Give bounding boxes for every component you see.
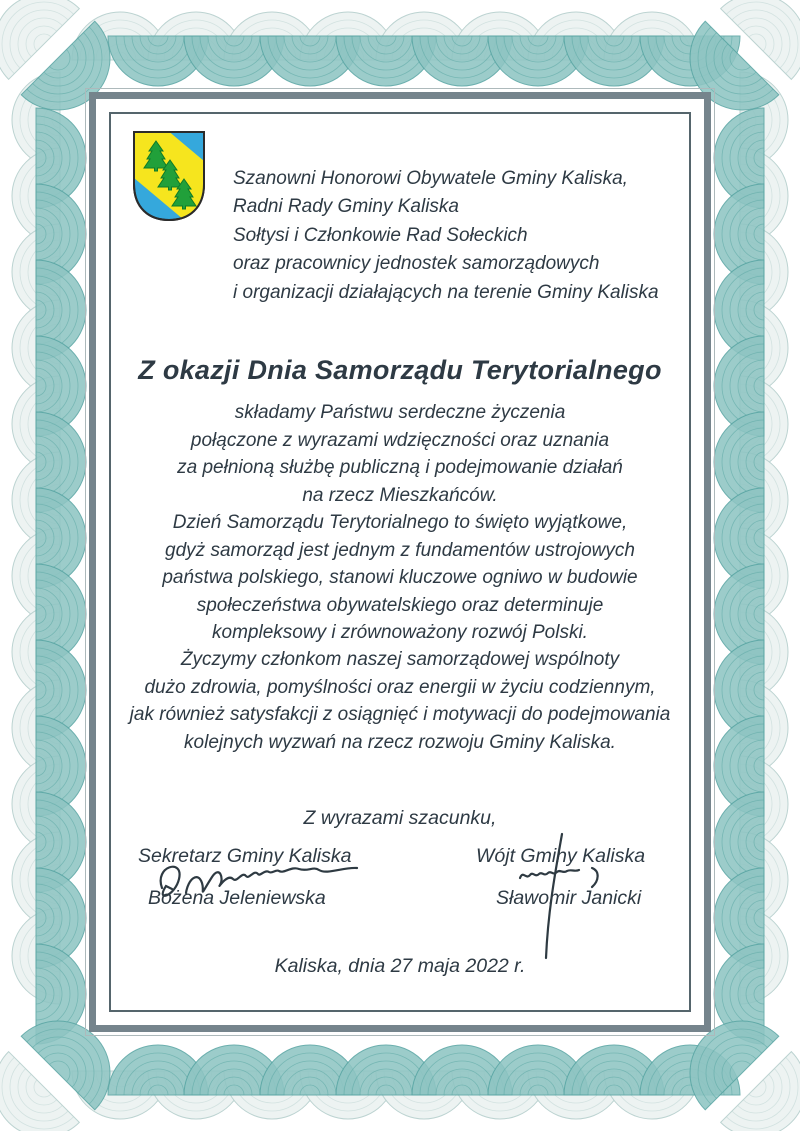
page-title: Z okazji Dnia Samorządu Terytorialnego: [138, 355, 662, 385]
certificate-content: [112, 115, 688, 1015]
signature-name-secretary: Bożena Jeleniewska: [148, 887, 326, 909]
coat-of-arms-icon: [130, 128, 208, 224]
signature-name-mayor: Sławomir Janicki: [496, 887, 642, 909]
closing-line: Z wyrazami szacunku,: [303, 807, 497, 829]
paragraph-greetings: Życzymy członkom naszej samorządowej wspólnoty dużo zdrowia, pomyślności oraz energii w życiu codziennym, jak również satysfakcji z osiągnięć i motywacji do podejmowania kolejnych wyzwań na rzecz rozwoju Gminy Kaliska.: [129, 649, 671, 753]
recipients-block: Szanowni Honorowi Obywatele Gminy Kaliska, Radni Rady Gminy Kaliska Sołtysi i Członkowie Rad Sołeckich oraz pracownicy jednostek samorządowych i organizacji działających na terenie Gminy Kaliska: [233, 168, 659, 303]
signature-role-secretary: Sekretarz Gminy Kaliska: [138, 845, 352, 867]
date-line: Kaliska, dnia 27 maja 2022 r.: [274, 955, 526, 977]
paragraph-wishes: składamy Państwu serdeczne życzenia połączone z wyrazami wdzięczności oraz uznania za pełnioną służbę publiczną i podejmowanie działań na rzecz Mieszkańców.: [177, 402, 623, 506]
signature-role-mayor: Wójt Gminy Kaliska: [476, 845, 646, 867]
paragraph-holiday: Dzień Samorządu Terytorialnego to święto wyjątkowe, gdyż samorząd jest jednym z fundamentów ustrojowych państwa polskiego, stanowi kluczowe ogniwo w budowie społeczeństwa obywatelskiego oraz determinuje kompleksowy i zrównoważony rozwój Polski.: [162, 512, 638, 643]
